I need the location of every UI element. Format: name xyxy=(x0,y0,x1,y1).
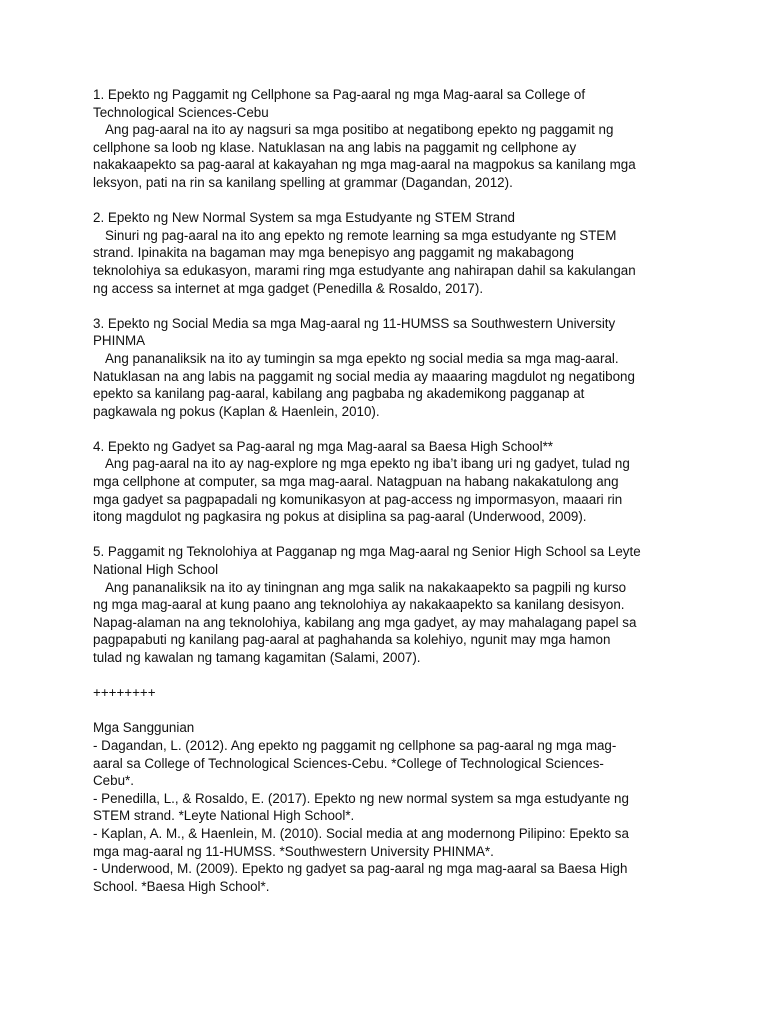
study-summary: Ang pag-aaral na ito ay nagsuri sa mga positibo at negatibong epekto ng paggamit ng cellphone sa loob ng klase. Natuklasan na ang labis na paggamit ng cellphone ay nakakaapekto sa pag-aaral at kakayahan ng mga mag-aaral na magpokus sa kanilang mga leksyon, pati na rin sa kanilang spelling at grammar (Dagandan, 2012). xyxy=(93,122,636,190)
study-5 xyxy=(93,543,683,666)
study-1 xyxy=(93,86,683,192)
study-4 xyxy=(93,438,683,526)
section-separator: ++++++++ xyxy=(93,685,156,701)
reference-item: - Penedilla, L., & Rosaldo, E. (2017). Epekto ng new normal system sa mga estudyante ng STEM strand. *Leyte National High School*. xyxy=(93,790,629,824)
study-title: 2. Epekto ng New Normal System sa mga Estudyante ng STEM Strand xyxy=(93,210,515,226)
study-3 xyxy=(93,315,683,421)
study-title: 5. Paggamit ng Teknolohiya at Pagganap ng mga Mag-aaral ng Senior High School sa Leyte National High School xyxy=(93,544,641,578)
study-title: 3. Epekto ng Social Media sa mga Mag-aaral ng 11-HUMSS sa Southwestern University PHINMA xyxy=(93,315,616,349)
reference-item: - Kaplan, A. M., & Haenlein, M. (2010). Social media at ang modernong Pilipino: Epekto sa mga mag-aaral ng 11-HUMSS. *Southwestern University PHINMA*. xyxy=(93,825,629,859)
reference-item: - Underwood, M. (2009). Epekto ng gadyet sa pag-aaral ng mga mag-aaral sa Baesa High School. *Baesa High School*. xyxy=(93,861,628,894)
study-title: 4. Epekto ng Gadyet sa Pag-aaral ng mga Mag-aaral sa Baesa High School** xyxy=(93,438,554,454)
study-summary: Ang pag-aaral na ito ay nag-explore ng mga epekto ng iba’t ibang uri ng gadyet, tulad ng mga cellphone at computer, sa mga mag-aaral. Natagpuan na habang nakakatulong ang mga gadyet sa pagpapadali ng komunikasyon at pag-access ng impormasyon, maaari rin itong magdulot ng pagkasira ng pokus at disiplina sa pag-aaral (Underwood, 2009). xyxy=(93,456,630,525)
reference-item: - Dagandan, L. (2012). Ang epekto ng paggamit ng cellphone sa pag-aaral ng mga mag- aaral sa College of Technological Sciences-Cebu. *College of Technological Sciences- Cebu*. xyxy=(93,737,617,789)
study-summary: Ang pananaliksik na ito ay tumingin sa mga epekto ng social media sa mga mag-aaral. Natuklasan na ang labis na paggamit ng social media ay maaaring magdulot ng negatibong epekto sa kanilang pag-aaral, kabilang ang pagbaba ng akademikong pagganap at pagkawala ng pokus (Kaplan & Haenlein, 2010). xyxy=(93,350,635,419)
document-content xyxy=(93,86,683,895)
references-section xyxy=(93,719,683,895)
references-heading: Mga Sanggunian xyxy=(93,720,195,736)
study-summary: Ang pananaliksik na ito ay tiningnan ang mga salik na nakakaapekto sa pagpili ng kurso ng mga mag-aaral at kung paano ang teknolohiya ay nakakaapekto sa kanilang desisyon. Napag-alaman na ang teknolohiya, kabilang ang mga gadyet, ay may mahalagang papel sa pagpapabuti ng kanilang pag-aaral at paghahanda sa kolehiyo, ngunit may mga hamon tulad ng kawalan ng tamang kagamitan (Salami, 2007). xyxy=(93,579,637,665)
study-summary: Sinuri ng pag-aaral na ito ang epekto ng remote learning sa mga estudyante ng STEM strand. Ipinakita na bagaman may mga benepisyo ang paggamit ng makabagong teknolohiya sa edukasyon, marami ring mga estudyante ang nahirapan dahil sa kakulangan ng access sa internet at mga gadget (Penedilla & Rosaldo, 2017). xyxy=(93,227,636,296)
study-2 xyxy=(93,209,683,297)
study-title: 1. Epekto ng Paggamit ng Cellphone sa Pag-aaral ng mga Mag-aaral sa College of Technological Sciences-Cebu xyxy=(93,87,586,120)
